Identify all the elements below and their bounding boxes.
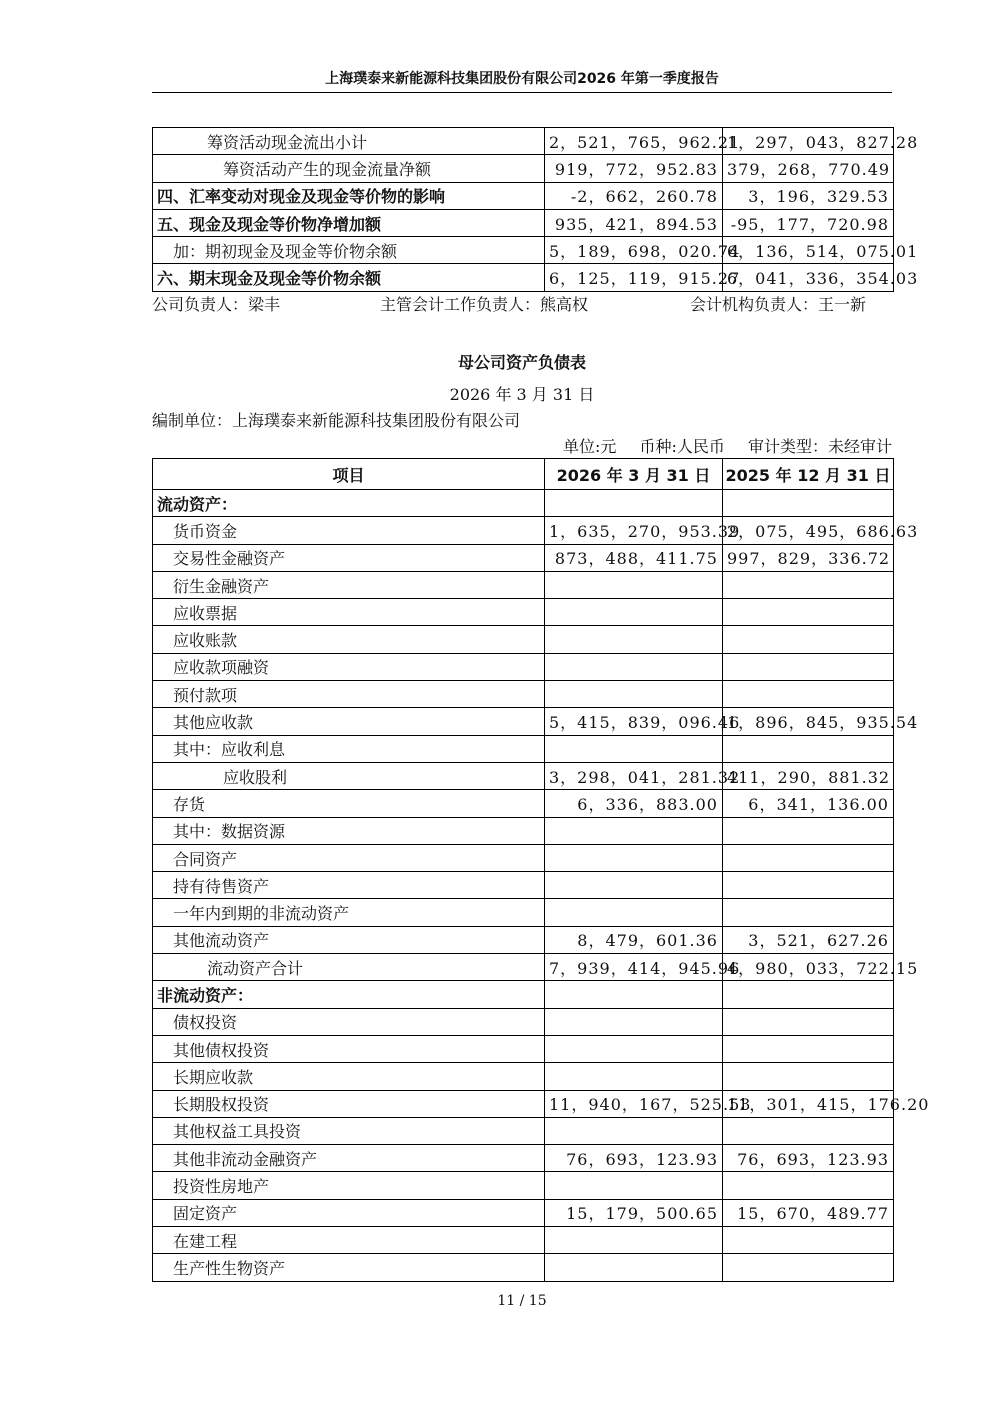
current-value: 1，635，270，953.39 <box>545 517 723 544</box>
row-label: 应收票据 <box>153 599 545 626</box>
previous-value: 1，297，043，827.28 <box>723 128 894 155</box>
unit: 单位:元 <box>562 437 617 456</box>
table-row <box>153 735 894 762</box>
current-value <box>545 1254 723 1281</box>
previous-value: 11，301，415，176.20 <box>723 1090 894 1117</box>
previous-value: 6，341，136.00 <box>723 790 894 817</box>
table-row <box>153 899 894 926</box>
row-label: 加：期初现金及现金等价物余额 <box>153 237 545 264</box>
current-value <box>545 626 723 653</box>
previous-value <box>723 872 894 899</box>
row-label: 应收账款 <box>153 626 545 653</box>
previous-value: 411，290，881.32 <box>723 762 894 789</box>
previous-value: 3，521，627.26 <box>723 926 894 953</box>
table-row <box>153 1227 894 1254</box>
row-label: 在建工程 <box>153 1227 545 1254</box>
previous-value <box>723 571 894 598</box>
table-row <box>153 790 894 817</box>
table-row <box>153 708 894 735</box>
table-row <box>153 1117 894 1144</box>
table-row <box>153 681 894 708</box>
previous-value <box>723 981 894 1008</box>
row-label: 非流动资产： <box>153 981 545 1008</box>
table-row <box>153 571 894 598</box>
current-value: 6，336，883.00 <box>545 790 723 817</box>
current-value <box>545 735 723 762</box>
current-value <box>545 490 723 517</box>
current-value <box>545 1172 723 1199</box>
table-row <box>153 762 894 789</box>
table-row <box>153 517 894 544</box>
table-row <box>153 926 894 953</box>
previous-value: 6，136，514，075.01 <box>723 237 894 264</box>
current-value <box>545 844 723 871</box>
table-row <box>153 981 894 1008</box>
row-label: 交易性金融资产 <box>153 544 545 571</box>
table-row <box>153 1063 894 1090</box>
current-value <box>545 571 723 598</box>
previous-value <box>723 490 894 517</box>
row-label: 固定资产 <box>153 1199 545 1226</box>
previous-value <box>723 681 894 708</box>
current-value <box>545 981 723 1008</box>
previous-value <box>723 899 894 926</box>
row-label: 合同资产 <box>153 844 545 871</box>
report-meta <box>152 434 892 457</box>
audit-type: 审计类型：未经审计 <box>747 437 892 456</box>
table-row <box>153 182 894 209</box>
row-label: 其他债权投资 <box>153 1035 545 1062</box>
table-row <box>153 1145 894 1172</box>
current-value: 11，940，167，525.53 <box>545 1090 723 1117</box>
table-row <box>153 954 894 981</box>
column-header-previous: 2025 年 12 月 31 日 <box>723 459 894 490</box>
current-value: 8，479，601.36 <box>545 926 723 953</box>
current-value: 76，693，123.93 <box>545 1145 723 1172</box>
previous-value <box>723 1008 894 1035</box>
previous-value <box>723 735 894 762</box>
current-value <box>545 872 723 899</box>
page-number: 11 / 15 <box>497 1293 547 1309</box>
accounting-org-head: 会计机构负责人：王一新 <box>690 295 867 314</box>
current-value <box>545 653 723 680</box>
row-label: 投资性房地产 <box>153 1172 545 1199</box>
page-header: 上海璞泰来新能源科技集团股份有限公司2026 年第一季度报告 <box>325 71 719 87</box>
previous-value: 3，196，329.53 <box>723 182 894 209</box>
previous-value <box>723 1172 894 1199</box>
current-value <box>545 1008 723 1035</box>
table-row <box>153 626 894 653</box>
row-label: 五、现金及现金等价物净增加额 <box>153 209 545 236</box>
current-value <box>545 1035 723 1062</box>
row-label: 长期应收款 <box>153 1063 545 1090</box>
table-row <box>153 209 894 236</box>
current-value <box>545 817 723 844</box>
row-label: 其中：数据资源 <box>153 817 545 844</box>
current-value: 5，189，698，020.74 <box>545 237 723 264</box>
row-label: 长期股权投资 <box>153 1090 545 1117</box>
current-value: -2，662，260.78 <box>545 182 723 209</box>
previous-value <box>723 817 894 844</box>
header-rule <box>152 92 892 93</box>
table-row <box>153 237 894 264</box>
current-value <box>545 599 723 626</box>
table-row <box>153 872 894 899</box>
currency: 币种:人民币 <box>639 437 725 456</box>
signature-line <box>152 292 892 314</box>
previous-value <box>723 1227 894 1254</box>
current-value: 15，179，500.65 <box>545 1199 723 1226</box>
table-header-row <box>153 459 894 490</box>
column-header-item: 项目 <box>153 459 545 490</box>
row-label: 预付款项 <box>153 681 545 708</box>
previous-value <box>723 626 894 653</box>
table-row <box>153 844 894 871</box>
current-value <box>545 1117 723 1144</box>
previous-value: 4，980，033，722.15 <box>723 954 894 981</box>
current-value <box>545 899 723 926</box>
current-value <box>545 1063 723 1090</box>
cashflow-table <box>152 127 919 292</box>
row-label: 流动资产合计 <box>153 954 545 981</box>
current-value: 2，521，765，962.21 <box>545 128 723 155</box>
accounting-head: 主管会计工作负责人：熊高权 <box>380 295 589 314</box>
table-row <box>153 1199 894 1226</box>
row-label: 一年内到期的非流动资产 <box>153 899 545 926</box>
current-value: 7，939，414，945.96 <box>545 954 723 981</box>
company-head: 公司负责人：梁丰 <box>152 295 281 314</box>
table-row <box>153 128 894 155</box>
table-row <box>153 490 894 517</box>
row-label: 货币资金 <box>153 517 545 544</box>
row-label: 持有待售资产 <box>153 872 545 899</box>
previous-value: 379，268，770.49 <box>723 155 894 182</box>
row-label: 其他应收款 <box>153 708 545 735</box>
previous-value <box>723 844 894 871</box>
previous-value: 76，693，123.93 <box>723 1145 894 1172</box>
table-row <box>153 1172 894 1199</box>
row-label: 六、期末现金及现金等价物余额 <box>153 264 545 291</box>
row-label: 存货 <box>153 790 545 817</box>
row-label: 生产性生物资产 <box>153 1254 545 1281</box>
previous-value: 2，075，495，686.63 <box>723 517 894 544</box>
row-label: 流动资产： <box>153 490 545 517</box>
previous-value <box>723 1254 894 1281</box>
current-value: 3，298，041，281.32 <box>545 762 723 789</box>
table-row <box>153 264 894 291</box>
previous-value: -95，177，720.98 <box>723 209 894 236</box>
column-header-current: 2026 年 3 月 31 日 <box>545 459 723 490</box>
balance-sheet-title: 母公司资产负债表 <box>457 353 586 372</box>
table-row <box>153 817 894 844</box>
balance-sheet-date: 2026 年 3 月 31 日 <box>449 385 595 404</box>
current-value: 5，415，839，096.46 <box>545 708 723 735</box>
previous-value: 1，896，845，935.54 <box>723 708 894 735</box>
row-label: 其他权益工具投资 <box>153 1117 545 1144</box>
current-value: 919，772，952.83 <box>545 155 723 182</box>
balance-sheet-table <box>152 458 930 1282</box>
row-label: 应收股利 <box>153 762 545 789</box>
row-label: 应收款项融资 <box>153 653 545 680</box>
table-row <box>153 653 894 680</box>
current-value: 935，421，894.53 <box>545 209 723 236</box>
current-value <box>545 681 723 708</box>
previous-value: 15，670，489.77 <box>723 1199 894 1226</box>
row-label: 债权投资 <box>153 1008 545 1035</box>
table-row <box>153 1090 894 1117</box>
previous-value <box>723 653 894 680</box>
table-row <box>153 155 894 182</box>
table-row <box>153 599 894 626</box>
previous-value: 6，041，336，354.03 <box>723 264 894 291</box>
row-label: 筹资活动产生的现金流量净额 <box>153 155 545 182</box>
previous-value <box>723 1063 894 1090</box>
table-row <box>153 1008 894 1035</box>
previous-value <box>723 1117 894 1144</box>
row-label: 四、汇率变动对现金及现金等价物的影响 <box>153 182 545 209</box>
row-label: 其中：应收利息 <box>153 735 545 762</box>
row-label: 衍生金融资产 <box>153 571 545 598</box>
previous-value: 997，829，336.72 <box>723 544 894 571</box>
previous-value <box>723 599 894 626</box>
current-value: 873，488，411.75 <box>545 544 723 571</box>
current-value <box>545 1227 723 1254</box>
table-row <box>153 544 894 571</box>
row-label: 筹资活动现金流出小计 <box>153 128 545 155</box>
row-label: 其他流动资产 <box>153 926 545 953</box>
preparer: 编制单位：上海璞泰来新能源科技集团股份有限公司 <box>152 411 521 430</box>
current-value: 6，125，119，915.27 <box>545 264 723 291</box>
table-row <box>153 1035 894 1062</box>
previous-value <box>723 1035 894 1062</box>
row-label: 其他非流动金融资产 <box>153 1145 545 1172</box>
table-row <box>153 1254 894 1281</box>
